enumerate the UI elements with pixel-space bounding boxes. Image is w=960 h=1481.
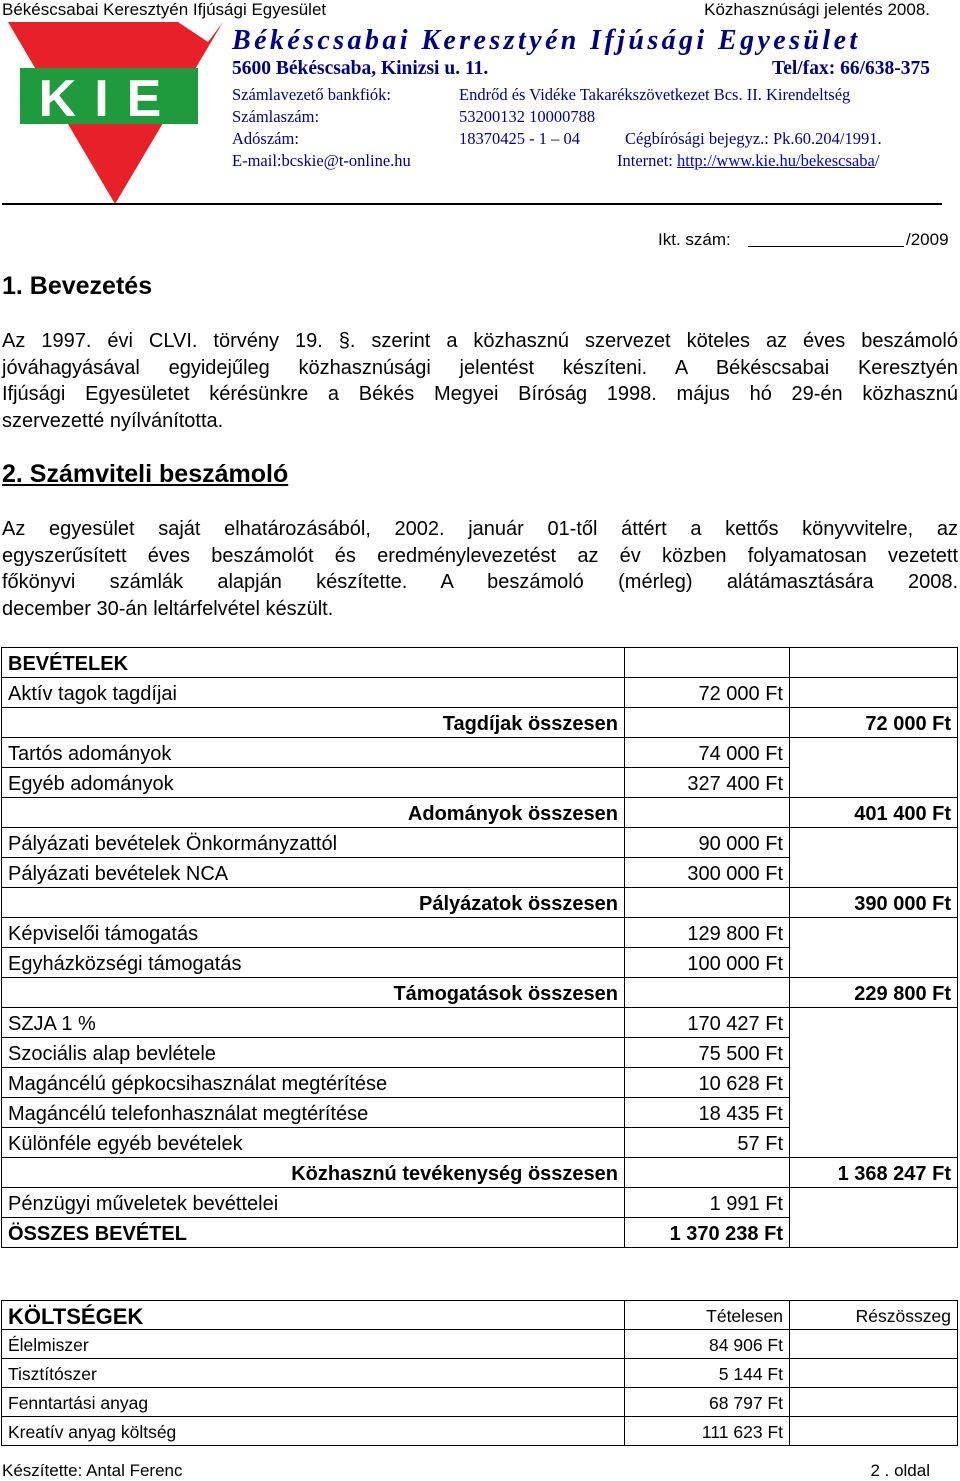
subtotal-label: Adományok összesen — [2, 798, 625, 828]
income-amount: 1 370 238 Ft — [625, 1218, 790, 1248]
paragraph-line: Az 1997. évi CLVI. törvény 19. §. szerint a közhasznú szervezet köteles az éves beszámoló — [2, 330, 958, 352]
account-value: 53200132 10000788 — [459, 107, 596, 126]
income-row — [2, 1038, 958, 1068]
income-label: Pályázati bevételek Önkormányzattól — [2, 828, 625, 858]
income-amount: 18 435 Ft — [625, 1098, 790, 1128]
paragraph-line: december 30-án leltárfelvétel készült. — [2, 597, 334, 620]
income-row — [2, 768, 958, 798]
section-heading-bevezetes: 1. Bevezetés — [2, 272, 153, 300]
expense-row — [2, 1388, 958, 1417]
expense-amount: 111 623 Ft — [625, 1417, 790, 1446]
accounting-paragraph — [2, 516, 958, 622]
expense-row — [2, 1417, 958, 1446]
income-label: Egyéb adományok — [2, 768, 625, 798]
paragraph-line: Ifjúsági Egyesületet kérésünkre a Békés Megyei Bíróság 1998. május hó 29-én közhasznú — [2, 383, 958, 405]
income-label: Pénzügyi műveletek bevéttelei — [2, 1188, 625, 1218]
income-label: Szociális alap bevlétele — [2, 1038, 625, 1068]
income-amount: 100 000 Ft — [625, 948, 790, 978]
expenses-header-row — [2, 1301, 958, 1330]
expense-label: Fenntartási anyag — [2, 1388, 625, 1417]
logo-letters: KIE — [38, 70, 180, 128]
account-label: Számlaszám: — [232, 107, 320, 126]
income-amount: 327 400 Ft — [625, 768, 790, 798]
income-label: Különféle egyéb bevételek — [2, 1128, 625, 1158]
income-row — [2, 1128, 958, 1158]
income-row — [2, 1188, 958, 1218]
subtotal-amount: 390 000 Ft — [790, 888, 958, 918]
income-label: SZJA 1 % — [2, 1008, 625, 1038]
org-email: E-mail:bcskie@t-online.hu — [232, 151, 411, 170]
income-amount: 170 427 Ft — [625, 1008, 790, 1038]
income-label: ÖSSZES BEVÉTEL — [2, 1218, 625, 1248]
expense-label: Tisztítószer — [2, 1359, 625, 1388]
income-label: Aktív tagok tagdíjai — [2, 678, 625, 708]
income-label: Tartós adományok — [2, 738, 625, 768]
subtotal-label: Pályázatok összesen — [2, 888, 625, 918]
col-itemized-header: Tételesen — [625, 1301, 790, 1330]
income-amount: 129 800 Ft — [625, 918, 790, 948]
expense-subtotal — [790, 1330, 958, 1359]
subtotal-label: Támogatások összesen — [2, 978, 625, 1008]
letterhead-rule — [2, 203, 942, 205]
footer-page-number: 2 . oldal — [870, 1461, 930, 1480]
income-label: Magáncélú telefonhasználat megtérítése — [2, 1098, 625, 1128]
income-amount: 300 000 Ft — [625, 858, 790, 888]
income-table — [1, 647, 958, 1248]
expense-row — [2, 1359, 958, 1388]
income-subtotal-row — [2, 978, 958, 1008]
income-row — [2, 948, 958, 978]
ikt-label: Ikt. szám: — [658, 230, 731, 249]
expenses-table — [1, 1300, 958, 1446]
footer-author: Készítette: Antal Ferenc — [2, 1461, 183, 1480]
income-row — [2, 918, 958, 948]
court-registration: Cégbírósági bejegyz.: Pk.60.204/1991. — [625, 129, 882, 148]
income-subtotal-row — [2, 798, 958, 828]
running-header-right: Közhasznúsági jelentés 2008. — [704, 0, 930, 19]
intro-paragraph — [2, 328, 958, 434]
subtotal-amount: 229 800 Ft — [790, 978, 958, 1008]
org-name: Békéscsabai Keresztyén Ifjúsági Egyesület — [232, 25, 861, 56]
income-subtotal-row — [2, 1158, 958, 1188]
expense-amount: 5 144 Ft — [625, 1359, 790, 1388]
income-header: BEVÉTELEK — [2, 648, 625, 678]
expense-label: Kreatív anyag költség — [2, 1417, 625, 1446]
bank-label: Számlavezető bankfiók: — [232, 85, 391, 104]
col-subtotal-header: Részösszeg — [790, 1301, 958, 1330]
income-amount: 90 000 Ft — [625, 828, 790, 858]
income-row — [2, 1098, 958, 1128]
income-amount: 74 000 Ft — [625, 738, 790, 768]
paragraph-line: szervezetté nyílvánította. — [2, 409, 224, 432]
income-amount: 10 628 Ft — [625, 1068, 790, 1098]
running-header-left: Békéscsabai Keresztyén Ifjúsági Egyesület — [2, 0, 327, 19]
bank-value: Endrőd és Vidéke Takarékszövetkezet Bcs. II. Kirendeltség — [459, 85, 851, 104]
tax-value: 18370425 - 1 – 04 — [459, 129, 580, 148]
website-label: Internet: — [617, 151, 678, 170]
kie-logo — [8, 22, 223, 207]
income-amount: 72 000 Ft — [625, 678, 790, 708]
subtotal-amount: 72 000 Ft — [790, 708, 958, 738]
income-amount: 1 991 Ft — [625, 1188, 790, 1218]
expense-subtotal — [790, 1417, 958, 1446]
income-subtotal-row — [2, 888, 958, 918]
subtotal-amount: 401 400 Ft — [790, 798, 958, 828]
paragraph-line: Az egyesület saját elhatározásából, 2002. január 01-től áttért a kettős könyvvitelre, az — [2, 518, 958, 540]
income-header-row — [2, 648, 958, 678]
expense-amount: 68 797 Ft — [625, 1388, 790, 1417]
subtotal-amount: 1 368 247 Ft — [790, 1158, 958, 1188]
income-amount: 57 Ft — [625, 1128, 790, 1158]
income-row — [2, 828, 958, 858]
income-label: Pályázati bevételek NCA — [2, 858, 625, 888]
tax-label: Adószám: — [232, 129, 299, 148]
income-amount: 75 500 Ft — [625, 1038, 790, 1068]
website-link[interactable]: http://www.kie.hu/bekescsaba — [677, 151, 875, 170]
subtotal-label: Tagdíjak összesen — [2, 708, 625, 738]
income-row — [2, 1218, 958, 1248]
expenses-header: KÖLTSÉGEK — [2, 1301, 625, 1330]
paragraph-line: egyszerűsített éves beszámolót és eredménylevezetést az év közben folyamatosan vezetett — [2, 544, 958, 567]
paragraph-line: főkönyvi számlák alapján készítette. A beszámoló (mérleg) alátámasztására 2008. — [2, 571, 958, 593]
ikt-year: /2009 — [906, 230, 949, 249]
website-suffix: / — [874, 151, 880, 170]
income-row — [2, 738, 958, 768]
expense-amount: 84 906 Ft — [625, 1330, 790, 1359]
expense-subtotal — [790, 1359, 958, 1388]
expense-row — [2, 1330, 958, 1359]
income-row — [2, 1008, 958, 1038]
income-subtotal-row — [2, 708, 958, 738]
income-row — [2, 858, 958, 888]
org-telfax: Tel/fax: 66/638-375 — [772, 58, 930, 79]
income-label: Magáncélú gépkocsihasználat megtérítése — [2, 1068, 625, 1098]
expense-label: Élelmiszer — [2, 1330, 625, 1359]
income-label: Képviselői támogatás — [2, 918, 625, 948]
expense-subtotal — [790, 1388, 958, 1417]
org-website — [617, 150, 879, 172]
income-row — [2, 678, 958, 708]
ikt-blank-line — [748, 246, 904, 247]
org-address: 5600 Békéscsaba, Kinizsi u. 11. — [232, 58, 489, 79]
paragraph-line: jóváhagyásával egyidejűleg közhasznúsági jelentést készíteni. A Békéscsabai Keresztyén — [2, 356, 958, 379]
subtotal-label: Közhasznú tevékenység összesen — [2, 1158, 625, 1188]
section-heading-szamviteli: 2. Számviteli beszámoló — [2, 460, 289, 488]
income-label: Egyházközségi támogatás — [2, 948, 625, 978]
income-row — [2, 1068, 958, 1098]
